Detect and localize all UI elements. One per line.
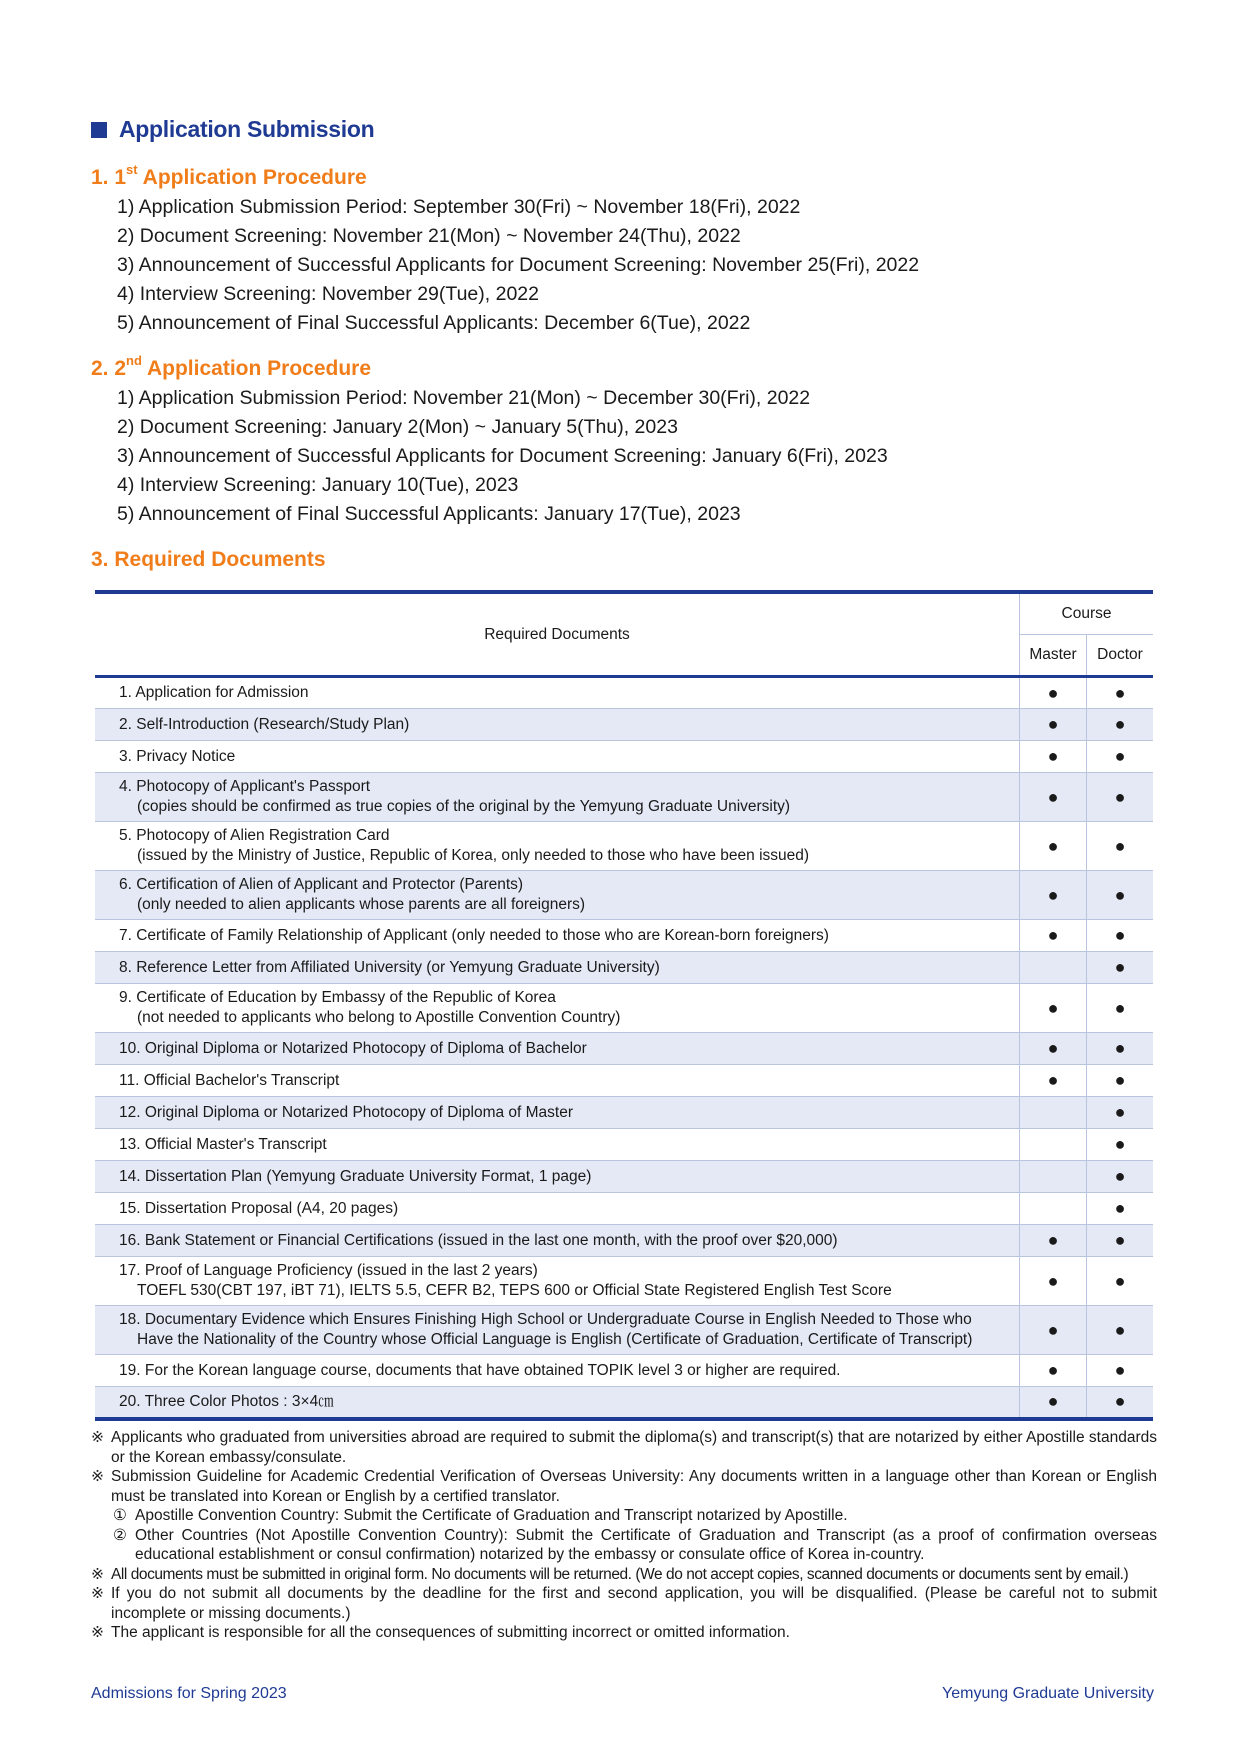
- document-name: 18. Documentary Evidence which Ensures Finishing High School or Undergraduate Course in English Needed to Those who: [119, 1311, 972, 1328]
- table-row: [95, 1033, 1153, 1065]
- document-name: 2. Self-Introduction (Research/Study Plan): [119, 715, 410, 733]
- master-required-mark: ●: [1020, 741, 1087, 773]
- document-note: (only needed to alien applicants whose parents are all foreigners): [137, 896, 586, 913]
- doctor-required-mark: ●: [1087, 952, 1154, 984]
- table-row: [95, 1065, 1153, 1097]
- document-cell: [95, 1129, 1020, 1161]
- master-required-mark: ●: [1020, 1306, 1087, 1355]
- procedure1-heading-text: Application Procedure: [137, 166, 367, 189]
- document-cell: [95, 1355, 1020, 1387]
- document-note: (issued by the Ministry of Justice, Republic of Korea, only needed to those who have been issued): [137, 847, 810, 864]
- table-row: [95, 822, 1153, 871]
- document-name: 4. Photocopy of Applicant's Passport: [119, 778, 371, 795]
- document-cell: [95, 952, 1020, 984]
- col-header-course: Course: [1020, 592, 1154, 635]
- document-cell: [95, 871, 1020, 920]
- document-name: 12. Original Diploma or Notarized Photocopy of Diploma of Master: [119, 1103, 574, 1121]
- note-text: If you do not submit all documents by the deadline for the first and second application, you will be disqualified. (Please be careful not to submit incomplete or missing documents.): [111, 1585, 1157, 1622]
- document-name: 11. Official Bachelor's Transcript: [119, 1071, 340, 1089]
- procedure1-heading: [91, 164, 367, 190]
- master-required-mark: ●: [1020, 1257, 1087, 1306]
- col-header-doctor: Doctor: [1087, 635, 1154, 677]
- note-text: Applicants who graduated from universities abroad are required to submit the diploma(s) and transcript(s) that are notarized by either Apostille standards or the Korean embassy/consulate.: [111, 1429, 1157, 1466]
- section-heading: [91, 116, 374, 143]
- procedure2-steps: [117, 384, 888, 529]
- document-name: 1. Application for Admission: [119, 684, 309, 701]
- document-note: (not needed to applicants who belong to Apostille Convention Country): [137, 1009, 621, 1026]
- master-required-mark: [1020, 1097, 1087, 1129]
- procedure1-step: 1) Application Submission Period: September 30(Fri) ~ November 18(Fri), 2022: [117, 196, 801, 218]
- doctor-required-mark: ●: [1087, 1097, 1154, 1129]
- document-name: 13. Official Master's Transcript: [119, 1135, 327, 1153]
- note-mark: ※: [91, 1585, 104, 1602]
- note-mark: ※: [91, 1565, 104, 1583]
- document-name: 3. Privacy Notice: [119, 747, 236, 765]
- required-documents-table: [95, 590, 1153, 1421]
- document-cell: [95, 741, 1020, 773]
- table-row: [95, 709, 1153, 741]
- note-mark: ※: [91, 1624, 104, 1641]
- procedure2-heading-sup: nd: [126, 353, 142, 368]
- notes: [91, 1428, 1157, 1643]
- note-text: All documents must be submitted in original form. No documents will be returned. (We do not accept copies, scanned documents or documents sent by email.): [111, 1565, 1129, 1583]
- section-title: Application Submission: [119, 116, 375, 142]
- table-row: [95, 677, 1153, 709]
- table-row: [95, 871, 1153, 920]
- master-required-mark: ●: [1020, 677, 1087, 709]
- procedure1-step: 5) Announcement of Final Successful Applicants: December 6(Tue), 2022: [117, 312, 751, 334]
- doctor-required-mark: ●: [1087, 709, 1154, 741]
- doctor-required-mark: ●: [1087, 1387, 1154, 1419]
- note-text: Apostille Convention Country: Submit the Certificate of Graduation and Transcript notarized by Apostille.: [135, 1507, 848, 1524]
- doctor-required-mark: ●: [1087, 773, 1154, 822]
- procedure2-step: 4) Interview Screening: January 10(Tue), 2023: [117, 474, 519, 496]
- doctor-required-mark: ●: [1087, 822, 1154, 871]
- table-row: [95, 1257, 1153, 1306]
- note-item: [91, 1623, 1157, 1643]
- procedure2-step: 3) Announcement of Successful Applicants for Document Screening: January 6(Fri), 2023: [117, 445, 888, 467]
- table-row: [95, 741, 1153, 773]
- master-required-mark: ●: [1020, 822, 1087, 871]
- doctor-required-mark: ●: [1087, 1306, 1154, 1355]
- document-cell: [95, 1257, 1020, 1306]
- col-header-documents: Required Documents: [95, 592, 1020, 677]
- doctor-required-mark: ●: [1087, 1355, 1154, 1387]
- note-item: [91, 1584, 1157, 1623]
- note-text: Other Countries (Not Apostille Convention Country): Submit the Certificate of Graduation and Transcript (as a proof of confirmation overseas educational establishment or consul confirmation) notarized by the embassy or consulate office of Korea in-country.: [135, 1526, 1157, 1563]
- document-name: 17. Proof of Language Proficiency (issued in the last 2 years): [119, 1262, 538, 1279]
- procedure2-heading-text: Application Procedure: [141, 357, 372, 380]
- doctor-required-mark: ●: [1087, 1129, 1154, 1161]
- document-note: TOEFL 530(CBT 197, iBT 71), IELTS 5.5, CEFR B2, TEPS 600 or Official State Registered English Test Score: [137, 1282, 892, 1299]
- table-row: [95, 1306, 1153, 1355]
- doctor-required-mark: ●: [1087, 1033, 1154, 1065]
- document-cell: [95, 1387, 1020, 1419]
- document-name: 9. Certificate of Education by Embassy of the Republic of Korea: [119, 989, 556, 1006]
- doctor-required-mark: ●: [1087, 984, 1154, 1033]
- doctor-required-mark: ●: [1087, 871, 1154, 920]
- document-cell: [95, 984, 1020, 1033]
- document-name: 6. Certification of Alien of Applicant and Protector (Parents): [119, 876, 524, 893]
- master-required-mark: [1020, 952, 1087, 984]
- document-name: 7. Certificate of Family Relationship of Applicant (only needed to those who are Korean-born foreigners): [119, 926, 829, 944]
- procedure1-step: 4) Interview Screening: November 29(Tue), 2022: [117, 283, 539, 305]
- table-row: [95, 920, 1153, 952]
- master-required-mark: [1020, 1161, 1087, 1193]
- note-item: [91, 1467, 1157, 1506]
- document-cell: [95, 709, 1020, 741]
- note-item: [91, 1565, 1157, 1585]
- footer-right: Yemyung Graduate University: [942, 1685, 1154, 1702]
- required-documents-heading: 3. Required Documents: [91, 548, 326, 571]
- table-row: [95, 1161, 1153, 1193]
- procedure1-steps: [117, 193, 919, 338]
- master-required-mark: ●: [1020, 709, 1087, 741]
- procedure2-step: 2) Document Screening: January 2(Mon) ~ January 5(Thu), 2023: [117, 416, 678, 438]
- document-cell: [95, 1193, 1020, 1225]
- doctor-required-mark: ●: [1087, 1193, 1154, 1225]
- master-required-mark: ●: [1020, 920, 1087, 952]
- master-required-mark: [1020, 1193, 1087, 1225]
- table-row: [95, 1129, 1153, 1161]
- doctor-required-mark: ●: [1087, 741, 1154, 773]
- master-required-mark: ●: [1020, 984, 1087, 1033]
- document-name: 8. Reference Letter from Affiliated University (or Yemyung Graduate University): [119, 958, 660, 976]
- master-required-mark: [1020, 1129, 1087, 1161]
- note-mark: ※: [91, 1468, 104, 1485]
- procedure1-heading-sup: st: [126, 162, 138, 177]
- note-mark: ※: [91, 1429, 104, 1446]
- doctor-required-mark: ●: [1087, 1225, 1154, 1257]
- master-required-mark: ●: [1020, 1065, 1087, 1097]
- note-item: [91, 1428, 1157, 1467]
- doctor-required-mark: ●: [1087, 920, 1154, 952]
- table-row: [95, 1193, 1153, 1225]
- doctor-required-mark: ●: [1087, 1161, 1154, 1193]
- circled-two-mark: ②: [113, 1526, 127, 1544]
- procedure1-heading-num: 1. 1: [91, 166, 127, 189]
- procedure1-step: 3) Announcement of Successful Applicants for Document Screening: November 25(Fri), 2022: [117, 254, 920, 276]
- square-bullet-icon: [91, 122, 107, 138]
- document-name: 15. Dissertation Proposal (A4, 20 pages): [119, 1199, 399, 1217]
- table-row: [95, 984, 1153, 1033]
- table-body: [95, 677, 1153, 1419]
- master-required-mark: ●: [1020, 871, 1087, 920]
- master-required-mark: ●: [1020, 1033, 1087, 1065]
- doctor-required-mark: ●: [1087, 677, 1154, 709]
- col-header-master: Master: [1020, 635, 1087, 677]
- table-row: [95, 1097, 1153, 1129]
- document-cell: [95, 920, 1020, 952]
- doctor-required-mark: ●: [1087, 1257, 1154, 1306]
- document-name: 20. Three Color Photos : 3×4㎝: [119, 1392, 334, 1410]
- master-required-mark: ●: [1020, 1355, 1087, 1387]
- master-required-mark: ●: [1020, 1387, 1087, 1419]
- note-subitem: [91, 1526, 1157, 1565]
- master-required-mark: ●: [1020, 1225, 1087, 1257]
- document-name: 5. Photocopy of Alien Registration Card: [119, 827, 390, 844]
- table-row: [95, 952, 1153, 984]
- note-text: Submission Guideline for Academic Credential Verification of Overseas University: Any documents written in a language other than Korean or English must be translated into Korean or English by a certified translator.: [111, 1468, 1157, 1505]
- document-note: (copies should be confirmed as true copies of the original by the Yemyung Graduate University): [137, 798, 791, 815]
- document-cell: [95, 1097, 1020, 1129]
- procedure2-heading: [91, 355, 371, 381]
- procedure2-heading-num: 2. 2: [91, 357, 127, 380]
- document-cell: [95, 1225, 1020, 1257]
- table-row: [95, 773, 1153, 822]
- table-row: [95, 1387, 1153, 1419]
- document-cell: [95, 773, 1020, 822]
- document-name: 10. Original Diploma or Notarized Photocopy of Diploma of Bachelor: [119, 1039, 587, 1057]
- document-name: 14. Dissertation Plan (Yemyung Graduate University Format, 1 page): [119, 1167, 592, 1185]
- document-name: 19. For the Korean language course, documents that have obtained TOPIK level 3 or higher are required.: [119, 1361, 841, 1379]
- document-cell: [95, 1033, 1020, 1065]
- note-text: The applicant is responsible for all the consequences of submitting incorrect or omitted information.: [111, 1624, 790, 1641]
- circled-one-mark: ①: [113, 1507, 127, 1524]
- note-subitem: [91, 1506, 1157, 1526]
- document-name: 16. Bank Statement or Financial Certifications (issued in the last one month, with the proof over $20,000): [119, 1231, 838, 1249]
- table-row: [95, 1225, 1153, 1257]
- document-note: Have the Nationality of the Country whose Official Language is English (Certificate of Graduation, Certificate of Transcript): [137, 1331, 973, 1348]
- procedure2-step: 5) Announcement of Final Successful Applicants: January 17(Tue), 2023: [117, 503, 741, 525]
- procedure1-step: 2) Document Screening: November 21(Mon) ~ November 24(Thu), 2022: [117, 225, 741, 247]
- document-cell: [95, 822, 1020, 871]
- procedure2-step: 1) Application Submission Period: November 21(Mon) ~ December 30(Fri), 2022: [117, 387, 811, 409]
- footer-left: Admissions for Spring 2023: [91, 1685, 287, 1702]
- document-cell: [95, 1306, 1020, 1355]
- master-required-mark: ●: [1020, 773, 1087, 822]
- document-cell: [95, 1065, 1020, 1097]
- document-cell: [95, 677, 1020, 709]
- table-row: [95, 1355, 1153, 1387]
- doctor-required-mark: ●: [1087, 1065, 1154, 1097]
- document-cell: [95, 1161, 1020, 1193]
